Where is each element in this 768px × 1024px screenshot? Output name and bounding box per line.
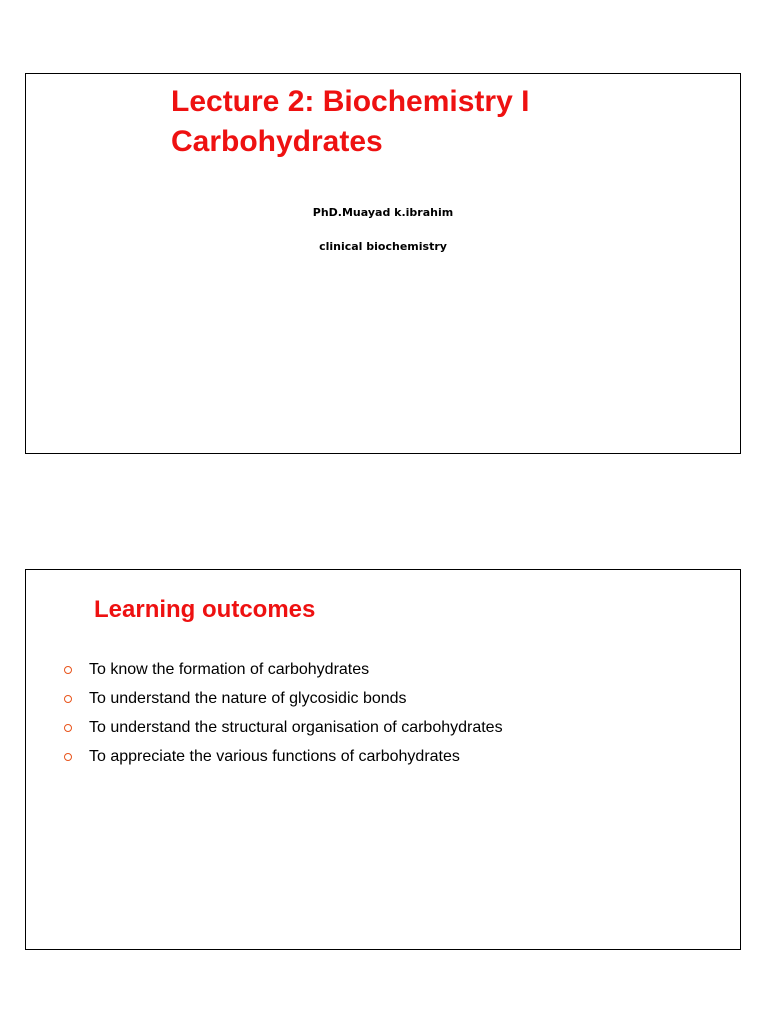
lecture-title-line-2: Carbohydrates (171, 125, 383, 158)
outcomes-list (64, 655, 503, 771)
list-item-text: To appreciate the various functions of carbohydrates (89, 747, 460, 765)
slide-learning-outcomes (25, 569, 741, 950)
list-item (64, 684, 503, 713)
department-name: clinical biochemistry (319, 240, 447, 253)
learning-outcomes-heading: Learning outcomes (94, 596, 316, 623)
circle-bullet-icon (64, 666, 72, 674)
slide-title (25, 73, 741, 454)
lecture-title-line-1: Lecture 2: Biochemistry I (171, 85, 530, 118)
lecture-title (171, 82, 529, 162)
list-item-text: To understand the nature of glycosidic bonds (89, 689, 407, 707)
list-item (64, 713, 503, 742)
circle-bullet-icon (64, 753, 72, 761)
list-item (64, 742, 503, 771)
author-name: PhD.Muayad k.ibrahim (312, 206, 454, 219)
circle-bullet-icon (64, 724, 72, 732)
list-item (64, 655, 503, 684)
list-item-text: To know the formation of carbohydrates (89, 660, 370, 678)
circle-bullet-icon (64, 695, 72, 703)
list-item-text: To understand the structural organisation of carbohydrates (89, 718, 503, 736)
